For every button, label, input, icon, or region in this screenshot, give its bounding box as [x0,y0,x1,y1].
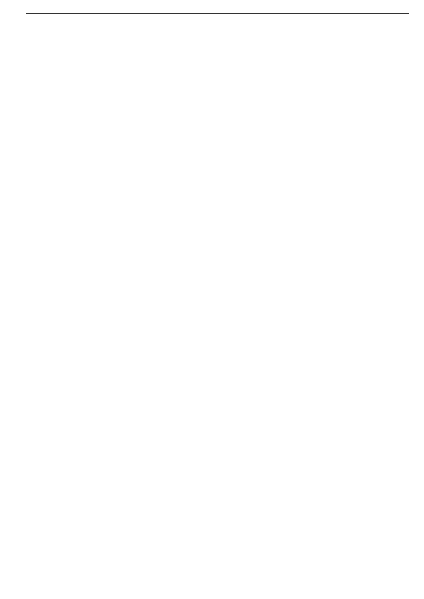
symptom-rating-table [26,13,409,14]
